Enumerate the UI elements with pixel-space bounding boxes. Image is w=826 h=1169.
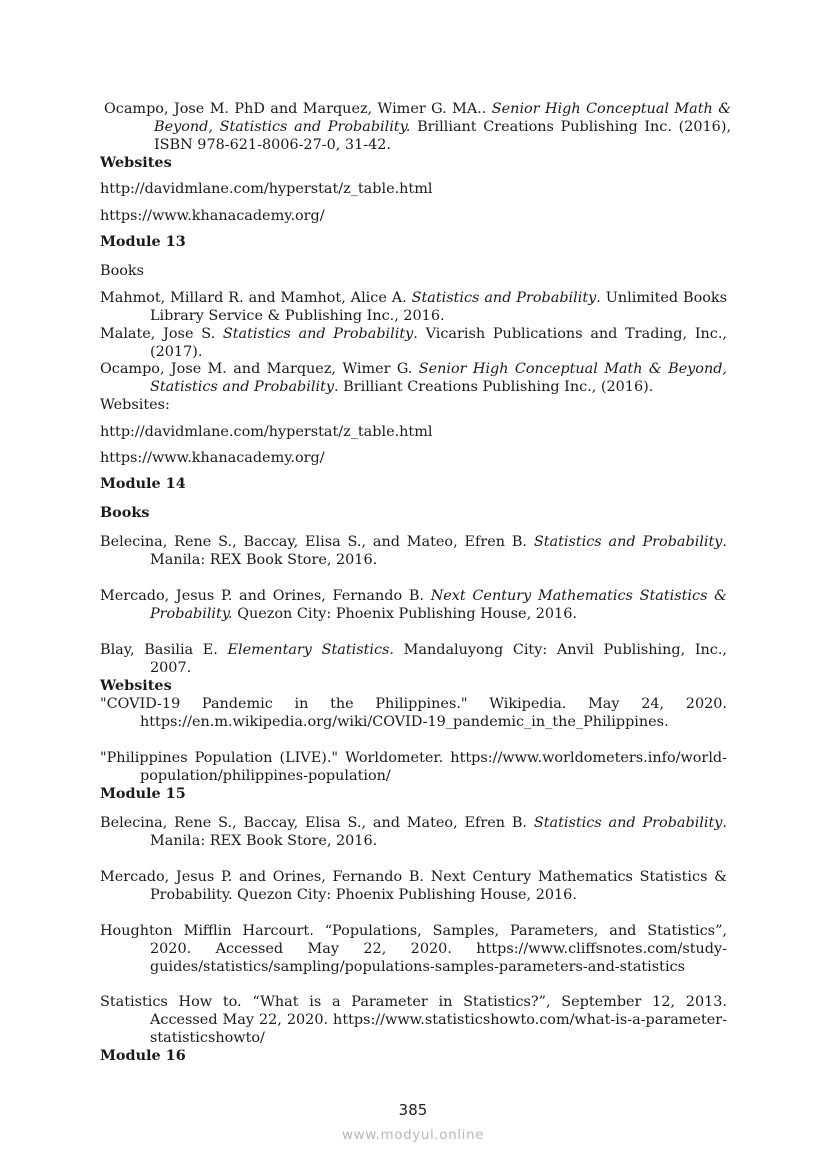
reference-mahmot: Mahmot, Millard R. and Mamhot, Alice A. Statistics and Probability. Unlimited Books Library Service & Publishing Inc., 2016.	[100, 290, 728, 324]
reference-worldometer: "Philippines Population (LIVE)." Worldometer. https://www.worldometers.info/world-population/philippines-population/	[100, 750, 727, 784]
reference-mercado: Mercado, Jesus P. and Orines, Fernando B. Next Century Mathematics Statistics & Probability. Quezon City: Phoenix Publishing House, 2016.	[100, 588, 727, 622]
url-davidmlane: http://davidmlane.com/hyperstat/z_table.html	[100, 181, 433, 197]
heading-module-14: Module 14	[100, 475, 186, 492]
reference-belecina: Belecina, Rene S., Baccay, Elisa S., and Mateo, Efren B. Statistics and Probability. Manila: REX Book Store, 2016.	[100, 534, 727, 568]
reference-wikipedia-covid: "COVID-19 Pandemic in the Philippines." Wikipedia. May 24, 2020. https://en.m.wikipedia.org/wiki/COVID-19_pandemic_in_the_Philippines.	[100, 696, 727, 730]
reference-blay: Blay, Basilia E. Elementary Statistics. Mandaluyong City: Anvil Publishing, Inc., 2007.	[100, 642, 727, 676]
label-websites: Websites:	[100, 397, 170, 413]
reference-mercado: Mercado, Jesus P. and Orines, Fernando B. Next Century Mathematics Statistics & Probability. Quezon City: Phoenix Publishing House, 2016.	[100, 869, 727, 903]
heading-module-15: Module 15	[100, 785, 186, 802]
heading-websites: Websites	[100, 154, 172, 171]
reference-belecina: Belecina, Rene S., Baccay, Elisa S., and Mateo, Efren B. Statistics and Probability. Manila: REX Book Store, 2016.	[100, 815, 727, 849]
reference-houghton-mifflin: Houghton Mifflin Harcourt. “Populations, Samples, Parameters, and Statistics”, 2020. Accessed May 22, 2020. https://www.cliffsnotes.com/study-guides/statistics/sampling/populations-samples-parameters-and-statistics	[100, 923, 727, 975]
heading-websites: Websites	[100, 677, 172, 694]
label-books: Books	[100, 263, 145, 279]
reference-statistics-how-to: Statistics How to. “What is a Parameter in Statistics?”, September 12, 2013. Accessed May 22, 2020. https://www.statisticshowto.com/what-is-a-parameter-statisticshowto/	[100, 994, 727, 1046]
reference-ocampo-marquez: Ocampo, Jose M. and Marquez, Wimer G. Senior High Conceptual Math & Beyond, Statistics and Probability. Brilliant Creations Publishing Inc., (2016).	[100, 361, 728, 395]
reference-ocampo-marquez-phd: Ocampo, Jose M. PhD and Marquez, Wimer G. MA.. Senior High Conceptual Math & Beyond, Statistics and Probability. Brilliant Creations Publishing Inc. (2016), ISBN 978-621-8006-27-0, 31-42.	[104, 101, 732, 153]
heading-module-16: Module 16	[100, 1047, 186, 1064]
heading-module-13: Module 13	[100, 233, 186, 250]
url-davidmlane: http://davidmlane.com/hyperstat/z_table.html	[100, 424, 433, 440]
url-khanacademy: https://www.khanacademy.org/	[100, 208, 325, 224]
heading-books: Books	[100, 504, 150, 521]
page-number: 385	[398, 1101, 428, 1119]
watermark: www.modyul.online	[341, 1127, 485, 1143]
url-khanacademy: https://www.khanacademy.org/	[100, 450, 325, 466]
reference-malate: Malate, Jose S. Statistics and Probability. Vicarish Publications and Trading, Inc., (2017).	[100, 326, 727, 360]
